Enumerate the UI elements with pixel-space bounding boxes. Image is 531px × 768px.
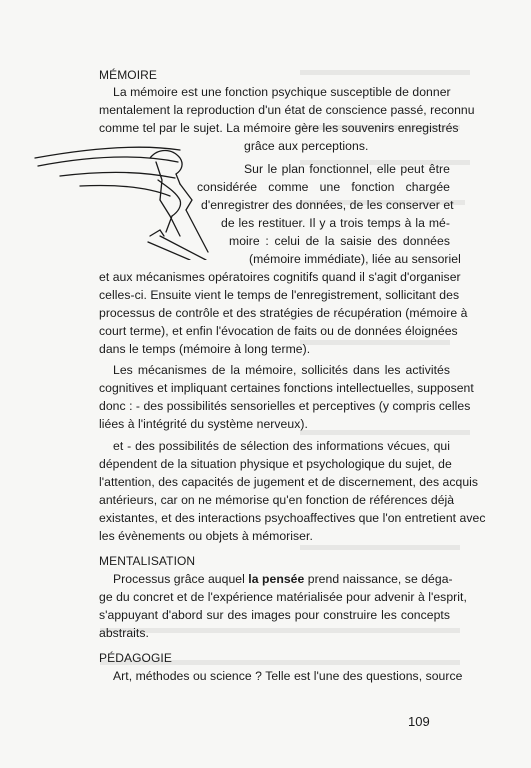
section-heading-mentalisation: MENTALISATION xyxy=(99,554,196,568)
body-line: considérée comme une fonction chargée xyxy=(197,180,450,194)
text-run: Processus grâce auquel xyxy=(113,572,249,586)
body-line: moire : celui de la saisie des données xyxy=(229,234,450,248)
body-line: liées à l'intégrité du système nerveux). xyxy=(99,417,308,431)
body-line: l'attention, des capacités de jugement et de discernement, des acquis xyxy=(99,475,479,489)
body-line: cognitives et impliquant certaines fonctions intellectuelles, supposent xyxy=(99,381,474,395)
body-line: mentalement la reproduction d'un état de conscience passé, reconnu xyxy=(99,103,475,117)
section-heading-memoire: MÉMOIRE xyxy=(99,68,158,82)
emphasis-term: la pensée xyxy=(248,572,305,586)
body-line: celles-ci. Ensuite vient le temps de l'enregistrement, sollicitant des xyxy=(99,288,460,302)
skier-illustration xyxy=(30,140,230,260)
body-line: grâce aux perceptions. xyxy=(244,139,369,153)
body-line: abstraits. xyxy=(99,626,149,640)
body-line: dépendent de la situation physique et psychologique du sujet, de xyxy=(99,457,452,471)
body-line: donc : - des possibilités sensorielles et perceptives (y compris celles xyxy=(99,399,471,413)
body-line: Art, méthodes ou science ? Telle est l'une des questions, source xyxy=(113,669,463,683)
page-number: 109 xyxy=(408,714,430,729)
body-line: les évènements ou objets à mémoriser. xyxy=(99,529,313,543)
body-line: et - des possibilités de sélection des informations vécues, qui xyxy=(113,439,450,453)
body-line: processus de contrôle et des stratégies de récupération (mémoire à xyxy=(99,306,468,320)
body-line: de les restituer. Il y a trois temps à la mé- xyxy=(221,216,450,230)
body-line: Sur le plan fonctionnel, elle peut être xyxy=(244,162,450,176)
body-line: d'enregistrer des données, de les conserver et xyxy=(201,198,454,212)
body-line xyxy=(113,572,453,587)
body-line: court terme), et enfin l'évocation de faits ou de données éloignées xyxy=(99,324,458,338)
body-line: s'appuyant d'abord sur des images pour construire les concepts xyxy=(99,608,450,622)
body-line: Les mécanismes de la mémoire, sollicités dans les activités xyxy=(113,363,450,377)
body-line: et aux mécanismes opératoires cognitifs quand il s'agit d'organiser xyxy=(99,270,461,284)
body-line: ge du concret et de l'expérience matérialisée pour advenir à l'esprit, xyxy=(99,590,467,604)
body-line: La mémoire est une fonction psychique susceptible de donner xyxy=(113,85,451,99)
body-line: comme tel par le sujet. La mémoire gère les souvenirs enregistrés xyxy=(99,121,459,135)
section-heading-pedagogie: PÉDAGOGIE xyxy=(99,651,172,665)
body-line: (mémoire immédiate), liée au sensoriel xyxy=(249,252,461,266)
body-line: dans le temps (mémoire à long terme). xyxy=(99,342,311,356)
body-line: existantes, et des interactions psychoaffectives que l'on entretient avec xyxy=(99,511,486,525)
body-line: antérieurs, car on ne mémorise qu'en fonction de références déjà xyxy=(99,493,455,507)
text-run: prend naissance, se déga- xyxy=(304,572,453,586)
